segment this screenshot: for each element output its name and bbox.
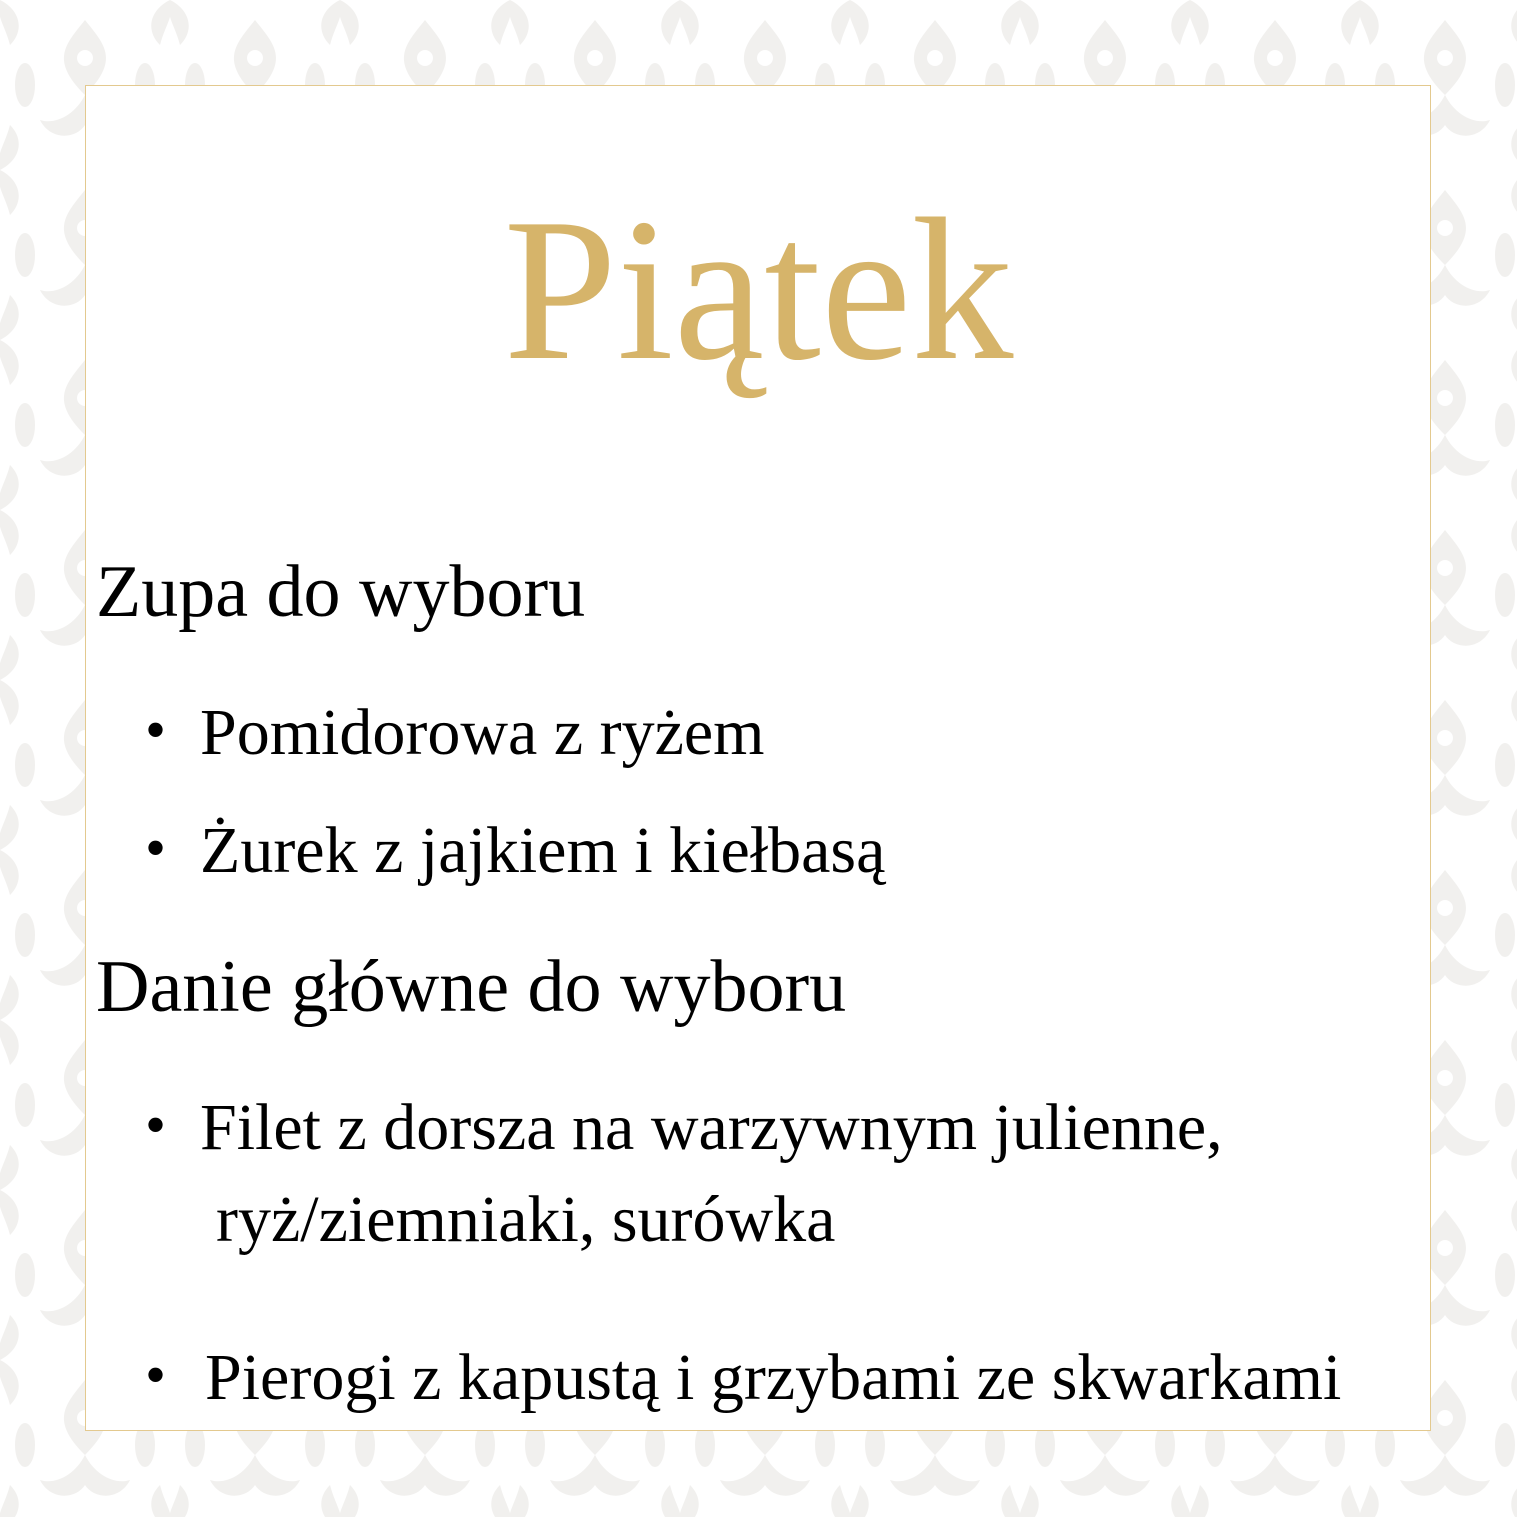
list-item-label-continuation: ryż/ziemniaki, surówka (216, 1183, 836, 1256)
list-item-label: Filet z dorsza na warzywnym julienne, (200, 1091, 1223, 1164)
list-item-label: Żurek z jajkiem i kiełbasą (200, 814, 886, 887)
list-item-label: Pomidorowa z ryżem (200, 696, 765, 769)
section-heading-soup: Zupa do wyboru (96, 551, 586, 633)
list-item-label: Pierogi z kapustą i grzybami ze skwarkami (205, 1341, 1342, 1414)
bullet-icon: • (145, 697, 167, 763)
section-heading-main-course: Danie główne do wyboru (96, 946, 847, 1028)
bullet-icon: • (145, 1342, 167, 1408)
bullet-icon: • (145, 1092, 167, 1158)
page-title: Piątek (503, 177, 1014, 403)
bullet-icon: • (145, 815, 167, 881)
